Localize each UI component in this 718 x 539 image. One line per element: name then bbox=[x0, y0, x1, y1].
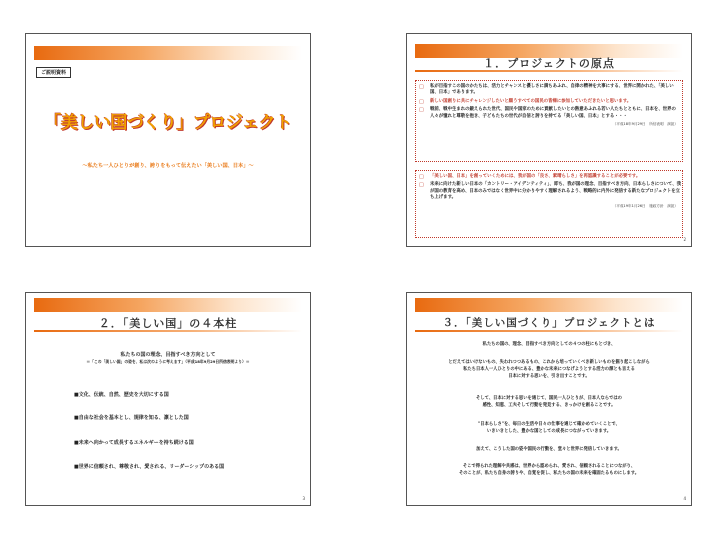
page-number: 4 bbox=[683, 496, 686, 501]
slide-title: ３．「美しい国づくり」プロジェクトとは bbox=[442, 317, 656, 329]
quote-box-1 bbox=[415, 80, 683, 162]
paragraph: そこで得られた理解や共感は、世界から認められ、愛され、信頼されることにつながり、 そのことが、私たち自身の誇りや、自覚を促し、私たちの国の未来を確固たるものにします。 bbox=[458, 464, 640, 476]
list-item: □ 「美しい国、日本」を創っていくためには、我が国の「良さ、素晴らしさ」を再認識することが必要です。 bbox=[419, 174, 641, 180]
list-item: □ 未来に向けた新しい日本の「カントリー・アイデンティティ」、即ち、我が国の理念、目指すべき方向、日本らしさについて、我が国の教育を高め、日本のみではなく世界中に分かりやすく理解されるよう、戦略的に内外に発信する新たなプロジェクトを立ち上げます。 bbox=[419, 182, 682, 201]
list-item: □ 戦前、戦中生まれの鍛えられた世代、国民や国家のために貢献したいとの熱意あふれる若い人たちとともに、日本を、世界の人々が憧れと尊敬を抱き、子どもたちの世代が自信と誇りを持てる「美しい国、日本」とする・・・ bbox=[419, 107, 676, 119]
pillar-item: ■自由な社会を基本とし、規律を知る、凛とした国 bbox=[74, 415, 189, 421]
square-bullet-icon: □ bbox=[419, 174, 424, 180]
title-underline bbox=[415, 330, 683, 332]
slide-title: ２．「美しい国」の４本柱 bbox=[98, 317, 238, 330]
paragraph: 私たちの国の、理念、目指すべき方向としての４つの柱にもとづき、 bbox=[482, 342, 616, 347]
pillar-item: ■未来へ向かって成長するエネルギーを持ち続ける国 bbox=[74, 440, 194, 446]
header-band bbox=[34, 298, 302, 312]
paragraph: "日本らしさ"を、毎日の生活や日々の仕事を通じて確かめていくことで、 いきいきとした、豊かな国としての成長につながっていきます。 bbox=[478, 422, 620, 434]
citation: （平成19年1月26日 施政方針 演説） bbox=[612, 203, 678, 208]
square-bullet-icon: □ bbox=[419, 98, 424, 105]
slide-title: １．プロジェクトの原点 bbox=[483, 57, 615, 70]
square-bullet-icon: □ bbox=[419, 107, 424, 114]
quote-box-2 bbox=[415, 170, 683, 238]
title-underline bbox=[415, 70, 683, 72]
slide-1-thumbnail[interactable] bbox=[25, 33, 311, 247]
paragraph: 加えて、こうした国の姿や国民の行動を、堂々と世界に発信していきます。 bbox=[476, 447, 622, 452]
paragraph: そして、日本に対する思いを通じて、国民一人ひとりが、日本人ならではの 感性、知恵、工夫そして行動を発見する、きっかけを創ることです。 bbox=[476, 396, 622, 408]
square-bullet-icon: □ bbox=[419, 182, 424, 189]
citation: （平成18年9月29日 所信表明 演説） bbox=[612, 122, 678, 127]
slide-4-thumbnail[interactable] bbox=[406, 292, 692, 506]
header-band bbox=[34, 46, 302, 60]
header-band bbox=[415, 298, 683, 312]
square-bullet-icon: □ bbox=[419, 84, 424, 90]
slide-3-thumbnail[interactable] bbox=[25, 292, 311, 506]
lead-text: 私たちの国の理念、目指すべき方向として bbox=[120, 352, 216, 358]
list-item: □ 私が目指すこの国のかたちは、活力とチャンスと優しさに満ちあふれ、自律の精神を大事にする、世界に開かれた、「美しい国、日本」であります。 bbox=[419, 84, 674, 96]
paragraph: とだえてはいけないもの、失われつつあるもの、これから培っていくべき新しいものを掘り起こしながら 私たち日本人一人ひとりの中にある、豊かな未来につなげようとする活力の源とも言える 日本に対する思いを、引き出すことです。 bbox=[448, 360, 650, 379]
document-tag: ご説明資料 bbox=[36, 67, 71, 78]
list-item: □ 新しい国創りに共にチャレンジしたいと願うすべての国民の皆様に参加していただきたいと思います。 bbox=[419, 98, 632, 105]
project-subtitle: ～私たち一人ひとりが創り、誇りをもって伝えたい「美しい国、日本」～ bbox=[82, 163, 254, 169]
lead-subtext: ＝「この「美しい国」の姿を、私は次のように考えます」（平成18年9月29日所信表明より）＝ bbox=[86, 359, 250, 364]
page-number: 2 bbox=[683, 237, 686, 242]
pillar-item: ■世界に信頼され、尊敬され、愛される、リーダーシップのある国 bbox=[74, 464, 225, 470]
pillar-item: ■文化、伝統、自然、歴史を大切にする国 bbox=[74, 392, 169, 398]
title-underline bbox=[34, 330, 302, 332]
page-number: 3 bbox=[302, 496, 305, 501]
project-title: 「美しい国づくり」プロジェクト bbox=[44, 113, 292, 133]
slide-2-thumbnail[interactable] bbox=[406, 33, 692, 247]
